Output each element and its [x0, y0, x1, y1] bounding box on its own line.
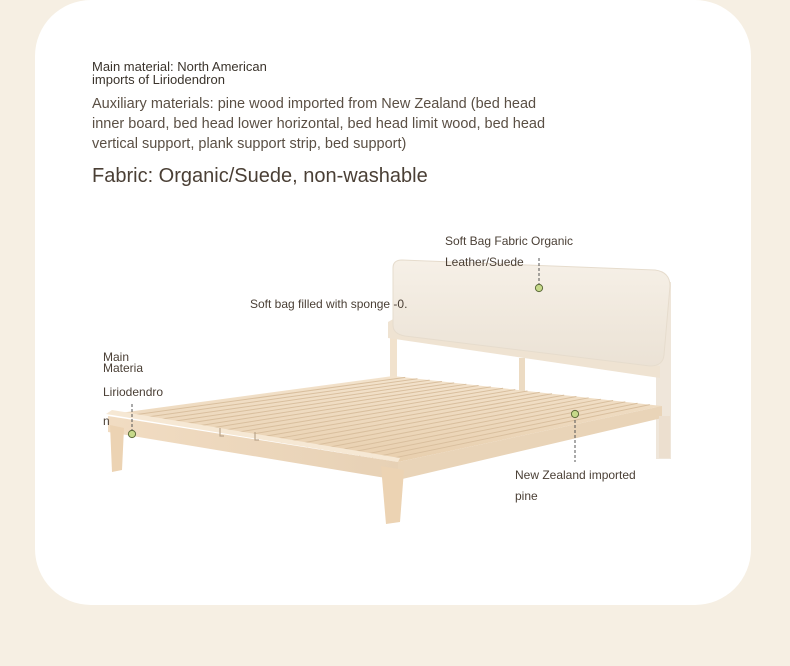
pine-callout: [515, 465, 655, 507]
sponge-callout: Soft bag filled with sponge -0.: [250, 297, 408, 311]
headboard-marker: [535, 284, 542, 291]
liriodendron-callout-line2: Materia: [103, 361, 144, 375]
headboard-fabric-callout: [445, 231, 585, 273]
liriodendron-callout-line3: Liriodendro: [103, 385, 164, 399]
pine-callout-line1: New Zealand imported: [515, 468, 636, 482]
pine-callout-line2: pine: [515, 489, 538, 503]
liriodendron-callout-line1: Main: [103, 350, 130, 364]
main-material-text: Main material: North American imports of Liriodendron: [92, 59, 267, 87]
fabric-text: Fabric: Organic/Suede, non-washable: [92, 165, 428, 187]
liriodendron-callout-line4: n: [103, 414, 110, 428]
auxiliary-materials-text: Auxiliary materials: pine wood imported from New Zealand (bed head inner board, bed head lower horizontal, bed head limit wood, bed head vertical support, plank support strip, bed support): [92, 96, 546, 152]
pine-marker: [571, 410, 578, 417]
headboard-callout-line2: Leather/Suede: [445, 255, 524, 269]
bed-slats: [112, 376, 662, 462]
liriodendron-callout: [103, 352, 173, 432]
headboard-callout-line1: Soft Bag Fabric Organic: [445, 234, 574, 248]
